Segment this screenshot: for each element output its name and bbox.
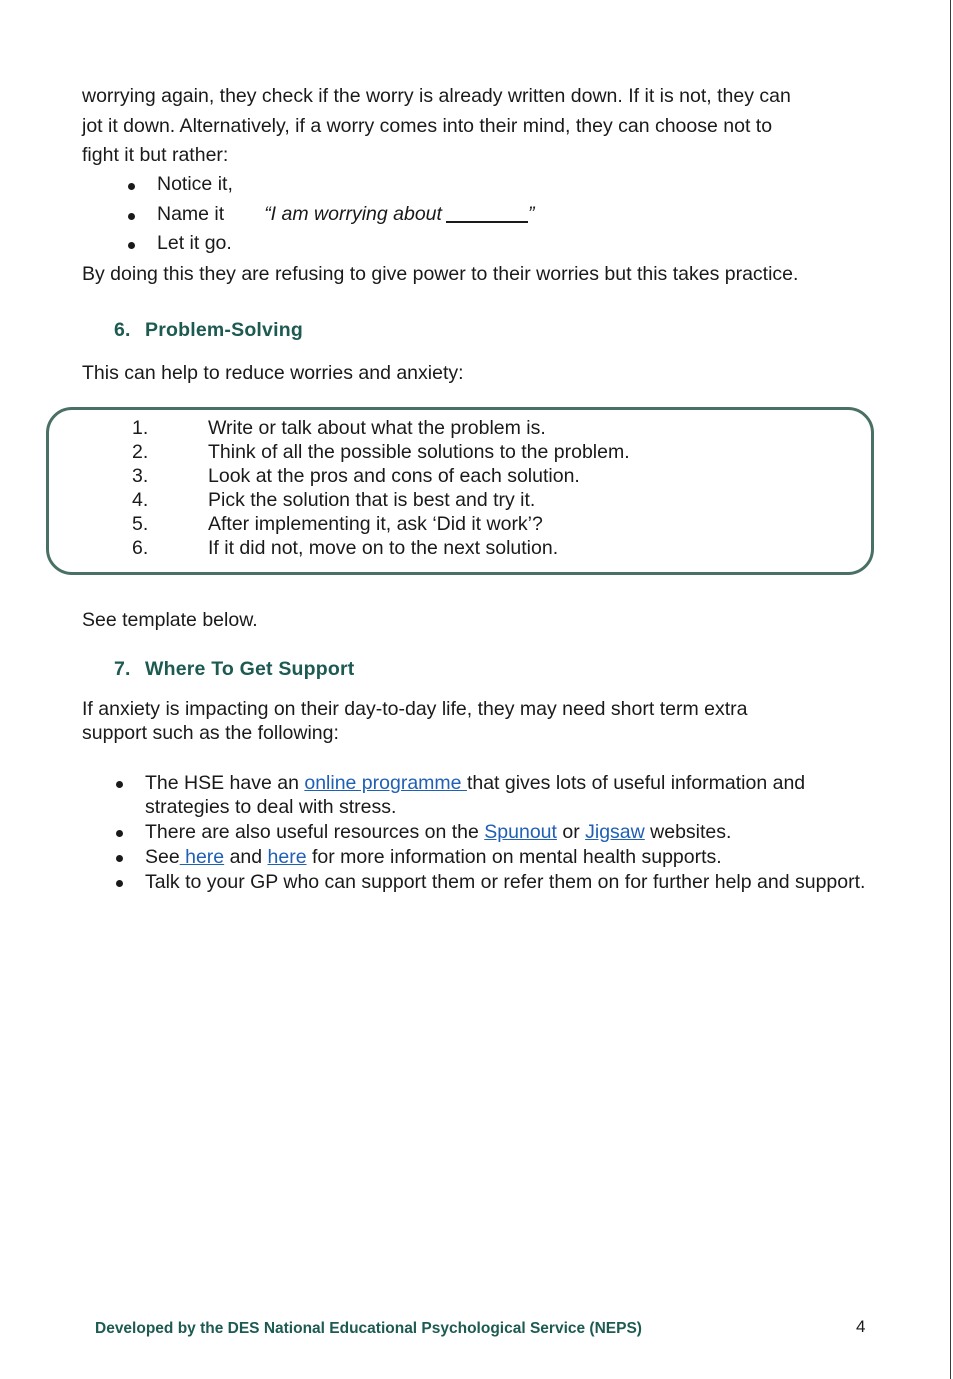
online-programme-link[interactable]: online programme bbox=[304, 772, 467, 794]
intro-line-1: worrying again, they check if the worry is already written down. If it is not, they can bbox=[82, 85, 791, 107]
page-edge-line bbox=[950, 0, 951, 1379]
strategy-label: Let it go. bbox=[157, 232, 232, 254]
section-7-heading bbox=[114, 658, 354, 681]
here-link-2[interactable]: here bbox=[267, 846, 307, 868]
list-item bbox=[82, 170, 534, 200]
step-number: 5. bbox=[132, 513, 149, 535]
step-number: 6. bbox=[132, 537, 149, 559]
template-note: See template below. bbox=[82, 609, 258, 631]
step-text: Write or talk about what the problem is. bbox=[208, 417, 546, 439]
step-number: 1. bbox=[132, 417, 149, 439]
list-item bbox=[82, 200, 534, 230]
list-item: There are also useful resources on the Spunout or Jigsaw websites. bbox=[82, 820, 872, 844]
section-6-title: Problem-Solving bbox=[145, 319, 303, 341]
closing-line: By doing this they are refusing to give power to their worries but this takes practice. bbox=[82, 263, 799, 285]
section-6-number: 6. bbox=[114, 319, 131, 341]
step-number: 4. bbox=[132, 489, 149, 511]
strategy-quote: “I am worrying about ” bbox=[264, 202, 535, 225]
step-text: Think of all the possible solutions to the problem. bbox=[208, 441, 630, 463]
section-6-intro: This can help to reduce worries and anxiety: bbox=[82, 362, 464, 384]
support-list bbox=[82, 771, 872, 895]
section-6-heading bbox=[114, 319, 303, 342]
blank-line bbox=[446, 201, 528, 223]
strategy-label: Name it bbox=[157, 202, 225, 225]
section-7-title: Where To Get Support bbox=[145, 658, 355, 680]
section-7-intro-line-2: support such as the following: bbox=[82, 722, 339, 744]
list-item: The HSE have an online programme that gives lots of useful information and strategies to deal with stress. bbox=[82, 771, 872, 819]
section-7-intro bbox=[82, 697, 872, 745]
list-item: Talk to your GP who can support them or refer them on for further help and support. bbox=[82, 870, 872, 894]
list-item bbox=[82, 229, 534, 259]
jigsaw-link[interactable]: Jigsaw bbox=[585, 821, 645, 843]
section-7-intro-line-1: If anxiety is impacting on their day-to-day life, they may need short term extra bbox=[82, 698, 748, 720]
here-link-1[interactable]: here bbox=[179, 846, 225, 868]
intro-line-3: fight it but rather: bbox=[82, 144, 229, 166]
page-number: 4 bbox=[856, 1317, 866, 1336]
step-text: After implementing it, ask ‘Did it work’? bbox=[208, 513, 543, 535]
step-text: Pick the solution that is best and try it. bbox=[208, 489, 536, 511]
step-number: 3. bbox=[132, 465, 149, 487]
intro-paragraph bbox=[82, 82, 872, 171]
step-number: 2. bbox=[132, 441, 149, 463]
intro-line-2: jot it down. Alternatively, if a worry comes into their mind, they can choose not to bbox=[82, 114, 773, 137]
section-7-number: 7. bbox=[114, 658, 131, 680]
strategy-label: Notice it, bbox=[157, 173, 233, 195]
strategy-list bbox=[82, 170, 534, 259]
spunout-link[interactable]: Spunout bbox=[484, 821, 557, 843]
list-item: See here and here for more information on mental health supports. bbox=[82, 845, 872, 869]
step-text: Look at the pros and cons of each solution. bbox=[208, 465, 580, 487]
step-text: If it did not, move on to the next solution. bbox=[208, 537, 559, 559]
footer-credit: Developed by the DES National Educational Psychological Service (NEPS) bbox=[95, 1320, 642, 1337]
